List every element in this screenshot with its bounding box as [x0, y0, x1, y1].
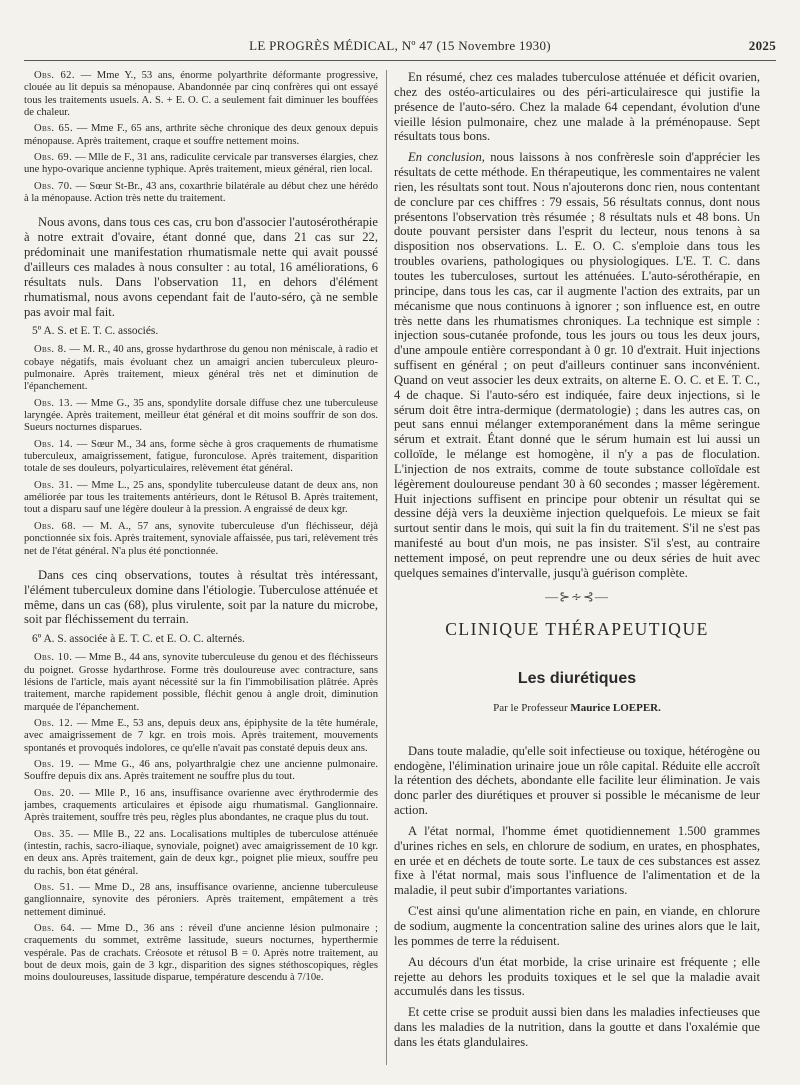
observation: [24, 759, 378, 784]
ornament-divider: —⊱∻⊰—: [545, 588, 609, 604]
obs-text: — Mme D., 36 ans : réveil d'une ancienne lésion pulmonaire ; craquements du sommet, extrême lassitude, sueurs nocturnes, hyperthermie vespérale. Pas de crachats. Créosote et rétusol B = 0. Après notre traitement, au bout de deux mois, gain de 3 kgr., disparition des signes stéthoscopiques, règles moins douloureuses, lassitude disparue, température descendu à 7/10e.: [24, 923, 378, 984]
observation: [24, 829, 378, 878]
body-paragraph: En résumé, chez ces malades tuberculose atténuée et déficit ovarien, chez des ostéo-articulaires ou des péri-articulairesce qui justifie la présence de l'auto-séro. Chez la malade 64 cependant, évolution d'une vieille lésion pulmonaire, chez une malade à la préménopause. Sept résultats tous bons.: [394, 70, 760, 144]
obs-label: Obs. 65.: [34, 123, 73, 135]
body-paragraph: Nous avons, dans tous ces cas, cru bon d'associer l'autosérothérapie à notre extrait d'ovaire, étant donné que, dans 21 cas sur 22, prédominait une manifestation rhumatismale nette qui avait poussé d'ailleurs ces malades à nous consulter : au total, 16 améliorations, 6 résultats nuls. Dans l'observation 11, en dehors d'élément rhumatismal, nous avons cependant fait de l'auto-séro, çà ne semble pas avoir mal fait.: [24, 215, 378, 319]
article-title: Les diurétiques: [517, 669, 637, 687]
body-paragraph: Dans ces cinq observations, toutes à résultat très intéressant, l'élément tuberculeux domine dans l'étiologie. Tuberculose atténuée et même, dans un cas (68), plus virulente, soit par la nature du microbe, soit par fléchissement du terrain.: [24, 567, 378, 627]
observation: [24, 788, 378, 825]
observation: [24, 923, 378, 985]
obs-label: Obs. 64.: [34, 923, 76, 935]
page-number: 2025: [748, 38, 776, 53]
right-column: [394, 70, 760, 1070]
observation: [24, 70, 378, 119]
obs-text: — Sœur St-Br., 43 ans, coxarthrie bilatérale au début chez une hérédo à la ménopause. Action très nette du traitement.: [24, 180, 378, 205]
obs-text: — Mme B., 44 ans, synovite tuberculeuse du genou et des fléchisseurs du poignet. Grosse hydarthrose. Forme très douloureuse avec contracture, sans lésions de l'article, mais ayant nécessité sur la fin l'immobilisation plâtrée. Après traitement, marche rapidement possible, fléchit genou à angle droit, diminution marquée de l'épanchement.: [24, 652, 378, 713]
obs-label: Obs. 8.: [34, 344, 67, 356]
body-paragraph: Dans toute maladie, qu'elle soit infectieuse ou toxique, hétérogène ou endogène, l'élimination urinaire joue un rôle capital. Réduite elle accroît la rétention des déchets, abondante elle facilite leur élimination. Je vais donc parler des diurétiques et prouver si possible le mécanisme de leur action.: [394, 743, 760, 818]
running-header: [24, 38, 776, 58]
obs-text: — M. A., 57 ans, synovite tuberculeuse d'un fléchisseur, déjà ponctionnée six fois. Après traitement, synoviale affaissée, pus tari, relèvement très net de l'état général. N'a plus été ponctionnée.: [24, 520, 378, 557]
obs-label: Obs. 14.: [34, 438, 74, 450]
obs-label: Obs. 10.: [34, 652, 73, 664]
body-paragraph: C'est ainsi qu'une alimentation riche en pain, en viande, en chlorure de sodium, augmente la concentration saline des urines alors que le lait, les pommes de terre la réduisent.: [394, 904, 760, 948]
obs-label: Obs. 51.: [34, 882, 75, 894]
observation: [24, 521, 378, 558]
obs-label: Obs. 12.: [34, 717, 74, 729]
obs-text: — Mme L., 25 ans, spondylite tuberculeuse datant de deux ans, non améliorée par tous les traitements antérieurs, dont le Rétusol B. Après traitement, tout a disparu sauf une légère douleur à la pression. A engraissé de deux kgr.: [24, 479, 378, 516]
byline-author: Maurice LOEPER.: [570, 701, 661, 714]
obs-text: — Mme Y., 53 ans, énorme polyarthrite déformante progressive, clouée au lit depuis sa ménopause. Abandonnée par cinq confrères qui ont essayé tous les traitements usuels. A. S. + E. O. C. a seulement fait diminuer les bouffées de chaleur.: [24, 70, 378, 119]
section-heading: 5º A. S. et E. T. C. associés.: [32, 325, 159, 338]
obs-text: — Mlle de F., 31 ans, radiculite cervicale par transverses élargies, chez une hypo-ovarique ancienne typhique. Après traitement, mieux général, rien local.: [24, 152, 378, 176]
obs-text: — M. R., 40 ans, grosse hydarthrose du genou non méniscale, à radio et cobaye négatifs, mais évoluant chez un amaigri ancien tuberculeux pleuro-pulmonaire. Après traitement, mieux général très net et diminution de l'épanchement.: [24, 344, 378, 393]
body-paragraph: Au décours d'un état morbide, la crise urinaire est fréquente ; elle rejette au dehors les produits toxiques et le sel que la maladie avait accumulés dans les tissus.: [394, 954, 760, 999]
obs-label: Obs. 69.: [34, 152, 73, 164]
obs-text: — Mme G., 35 ans, spondylite dorsale diffuse chez une tuberculeuse laryngée. Après traitement, meilleur état général et dit moins souffrir de son dos. Sueurs nocturnes disparues.: [24, 397, 378, 434]
observation: [24, 439, 378, 476]
obs-text: — Mme G., 46 ans, polyarthralgie chez une ancienne pulmonaire. Souffre depuis dix ans. Après traitement ne souffre plus du tout.: [24, 758, 378, 783]
observation: [24, 718, 378, 755]
obs-label: Obs. 35.: [34, 828, 74, 840]
obs-text: — Sœur M., 34 ans, forme sèche à gros craquements de rhumatisme tuberculeux, amaigrissement, fatigue, furonculose. Après traitement, disparition totale de ses douleurs, polyarticulaires, relèvement état général.: [24, 438, 378, 475]
byline: [394, 702, 760, 714]
conclusion-paragraph: [394, 150, 760, 580]
observation: [24, 652, 378, 714]
obs-label: Obs. 20.: [34, 787, 75, 799]
conclusion-text: nous laissons à nos confrèresle soin d'apprécier les résultats de cette méthode. En thérapeutique, les commentaires ne valent rien, les résultats sont tout. Nous n'ajouterons donc rien, nous contentant de conclure par ces chiffres : 79 essais, 56 résultats connus, dont nous présentons l'observation très résumée ; 8 résultats nuls et 48 bons. Un doute pouvant persister dans l'esprit du lecteur, nous tenons à sa disposition nos observations. L. E. O. C. s'emploie dans tous les troubles ovariens, pathologiques ou physiologiques. L'E. T. C. dans toutes les tuberculoses, surtout les atténuées. L'auto-sérothérapie, en principe, dans tous les cas, car il augmente l'action des extraits, par un mécanisme que nous continuons à ignorer ; son influence est, en outre très nette dans les rhumatismes chroniques. La technique est simple : injection sous-cutanée profonde, tous les jours ou tous les deux jours, d'une ampoule entière correspondant à 0 gr. 10 d'extrait. Huit injections suffisent en général ; on peut d'ailleurs continuer sans inconvénient. Quand on veut associer les deux extraits, on alterne E. O. C. et E. T. C., 4 de chaque. Si l'auto-séro est indiquée, faire deux injections, si le sérum doit être intra-dermique (dermatologie) ; dans les autres cas, on peut sans ennui mélanger extemporanément dans la même seringue sérum et extrait. Étant donné que le sérum humain est lui aussi un colloïde, le mélange est homogène, il n'y a pas de floculation. L'injection de nos extraits, comme de toute substance colloïdale est légèrement douloureuse pendant 30 à 60 secondes ; masser légèrement. Huit injections suffisent en principe pour obtenir un résultat qui se dessine déjà vers la deuxième injection quelquefois. Le mieux se fait surtout sentir dans le mois, qui suit la fin du traitement. S'il ne s'est pas manifesté au bout d'un mois, ne pas insister. S'il s'est, au contraire nettement imposé, on peut reprendre une ou deux séries de huit avec quelques semaines d'intervalle, jusqu'à guérison complète.: [394, 150, 760, 580]
observation: [24, 123, 378, 148]
conclusion-lead: En conclusion,: [408, 150, 485, 165]
column-divider: [386, 70, 387, 1065]
obs-label: Obs. 31.: [34, 479, 74, 491]
obs-label: Obs. 13.: [34, 397, 73, 409]
body-paragraph: A l'état normal, l'homme émet quotidiennement 1.500 grammes d'urines riches en sels, en chlorure de sodium, en urates, en phosphates, en urée et en déchets de toute sorte. Le taux de ces substances est assez fixe à l'état normal, mais sous l'influence de l'alimentation et de la maladie, il peut subir d'importantes variations.: [394, 823, 760, 898]
observation: [24, 344, 378, 393]
observation: [24, 882, 378, 919]
obs-text: — Mme D., 28 ans, insuffisance ovarienne, ancienne tuberculeuse ganglionnaire, synovite des péroniers. Après traitement, empâtement a très nettement diminué.: [24, 882, 378, 918]
header-rule: [24, 60, 776, 61]
obs-text: — Mlle P., 16 ans, insuffisance ovarienne avec érythrodermie des jambes, craquements articulaires et épisode aigu rhumatismal. Ganglionnaire. Après traitement, souffre très peu, règles plus abondantes, ne craque plus du tout.: [24, 787, 378, 824]
obs-label: Obs. 19.: [34, 758, 75, 770]
left-column: [24, 70, 378, 1070]
journal-title: LE PROGRÈS MÉDICAL, Nº 47 (15 Novembre 1930): [249, 38, 551, 53]
observation: [24, 181, 378, 206]
observation: [24, 398, 378, 435]
obs-label: Obs. 70.: [34, 180, 73, 192]
obs-label: Obs. 62.: [34, 70, 75, 81]
obs-label: Obs. 68.: [34, 520, 76, 532]
body-paragraph: Et cette crise se produit aussi bien dans les maladies infectieuses que dans les maladies de la nutrition, dans la goutte et dans l'oxalémie que dans les états glandulaires.: [394, 1005, 760, 1049]
section-heading: 6º A. S. associée à E. T. C. et E. O. C. alternés.: [32, 633, 245, 646]
observation: [24, 152, 378, 177]
byline-prefix: Par le Professeur: [493, 701, 568, 714]
obs-text: — Mme F., 65 ans, arthrite sèche chronique des deux genoux depuis ménopause. Après traitement, craque et souffre nettement moins.: [24, 123, 378, 147]
section-title: CLINIQUE THÉRAPEUTIQUE: [445, 618, 709, 639]
obs-text: — Mme E., 53 ans, depuis deux ans, épiphysite de la tête humérale, avec amaigrissement de 7 kgr. en trois mois. Après traitement, mouvements spontanés et provoqués indolores, ce qu'elle n'avait pas constaté depuis deux ans.: [24, 717, 378, 754]
obs-text: — Mlle B., 22 ans. Localisations multiples de tuberculose atténuée (intestin, rachis, sacro-iliaque, synoviale, poignet) avec amaigrissement de 10 kgr. en deux ans. Après traitement, gain de deux kgr., poignet plie mieux, souffre peu du rachis, bon état général.: [24, 828, 378, 877]
observation: [24, 480, 378, 517]
